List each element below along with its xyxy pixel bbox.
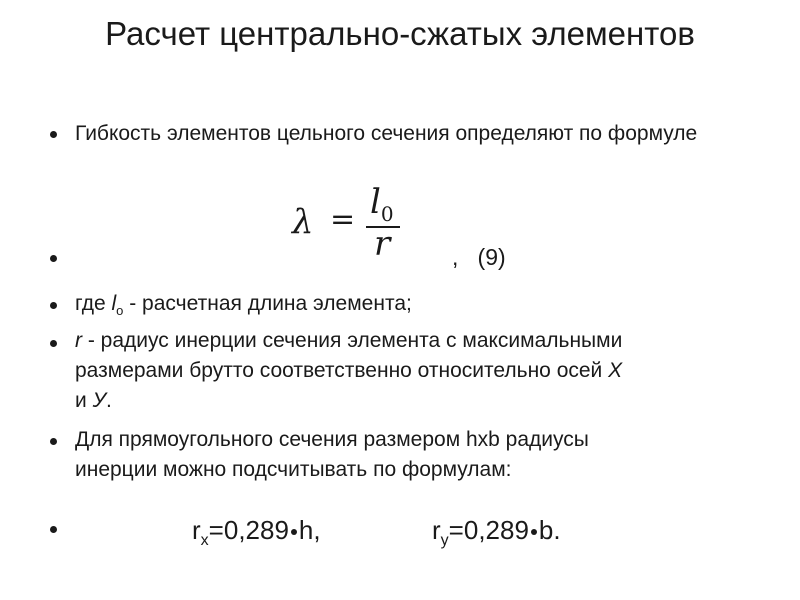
bullet-text-radius-line3: и У. — [75, 389, 112, 412]
formula-numerator: $l_0$ — [370, 182, 394, 226]
bullet-text-rectangular-line2: инерции можно подсчитывать по формулам: — [75, 458, 512, 481]
radius-x-formula: $r_x=0,289$ h, — [192, 515, 321, 550]
multiply-dot — [291, 529, 297, 535]
slide-title: Расчет центрально-сжатых элементов — [105, 15, 695, 52]
radius-y-formula: $r_y=0,289$ b. — [432, 515, 561, 550]
formula-equals: = — [330, 202, 356, 237]
bullet-dot — [50, 131, 57, 138]
bullet-text-rectangular-line1: Для прямоугольного сечения размером hxb радиусы — [75, 428, 589, 451]
equation-number: , (9) — [452, 244, 506, 270]
bullet-dot — [50, 438, 57, 445]
multiply-dot — [531, 529, 537, 535]
bullet-dot — [50, 526, 57, 533]
bullet-dot — [50, 340, 57, 347]
formula-denominator: r — [374, 224, 391, 264]
bullet-text-radius-line2: размерами брутто соответственно относительно осей X — [75, 359, 623, 382]
bullet-dot — [50, 302, 57, 309]
formula-lambda: λ — [292, 202, 314, 242]
slenderness-formula — [292, 182, 412, 264]
bullet-text-design-length: где $l_о$ - расчетная длина элемента; — [75, 292, 412, 319]
bullet-dot — [50, 255, 57, 262]
bullet-text-flexibility: Гибкость элементов цельного сечения определяют по формуле — [75, 122, 698, 145]
bullet-text-radius-line1: r - радиус инерции сечения элемента с максимальными — [75, 329, 623, 352]
